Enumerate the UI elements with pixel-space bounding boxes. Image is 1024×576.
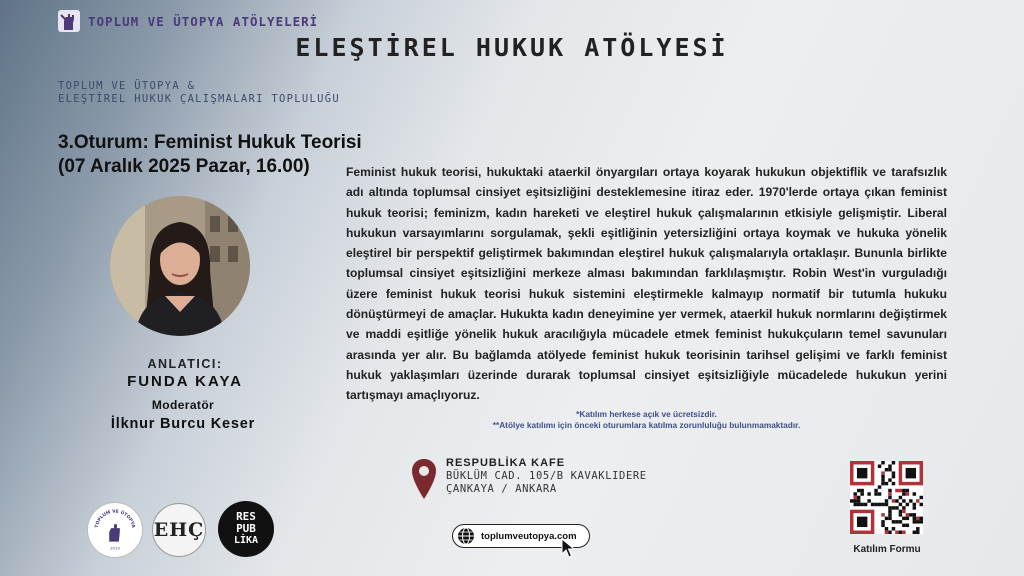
session-date: (07 Aralık 2025 Pazar, 16.00) [58, 156, 310, 177]
speaker [110, 357, 260, 390]
session-title: 3.Oturum: Feminist Hukuk Teorisi [58, 132, 362, 153]
venue-address-1: BÜKLÜM CAD. 105/B KAVAKLIDERE [446, 470, 647, 482]
speaker-role: ANLATICI: [147, 357, 223, 371]
ehc-logo [152, 503, 206, 557]
rp-line-1: RES [236, 510, 256, 523]
qr-label: Katılım Formu [853, 544, 921, 555]
description: Feminist hukuk teorisi, hukuktaki ataerkil önyargıları ortaya koyarak hukukun objektiflik ve tarafsızlık adı altında toplumsal cinsiyet eşitsizliğini desteklemesine itiraz eder. 1970'lerde ortaya çıkan feminist hukuk teorisi; feminizm, kadın hareketi ve eleştirel hukuk çalışmalarının etkisiyle gelişmiştir. Liberal hukukun varsayımlarını sorgulamak, şekli eşitliğinin yetersizliğini ortaya koymak ve hukuka yönelik eleştirel bir perspektif geliştirmek bakımından eleştirel hukuk çalışmalarıyla ortaklaşır. Bununla birlikte toplumsal cinsiyet eşitsizliğini merkeze alması bakımından farklılaşmıştır. Robin West'in vurguladığı üzere feminist hukuk teorisi hukuk sistemini eleştirmekle kalmayıp normatif bir tutumla hukuku dönüştürmeyi de amaçlar. Hukukta kadın deneyimine yer vermek, ataerkil hukuk normlarını değiştirmek ve maddi eşitliğe yönelik hukuk aracılığıyla mücadele etmek feminist hukukçuların temel savunuları arasında yer alır. Bu bağlamda atölyede feminist hukuk teorisinin tarihsel gelişimi ve farklı feminist hukuk yaklaşımları üzerinde durarak toplumsal cinsiyet eşitsizliğiyle mücadelede hukukun yerini tartışmayı amaçlıyoruz. [346, 165, 947, 403]
brand-name: TOPLUM VE ÜTOPYA ATÖLYELERİ [88, 13, 319, 29]
toplum-logo-graphic [88, 502, 142, 558]
moderator [88, 398, 278, 432]
respublika-logo [218, 501, 274, 557]
cursor-icon [561, 538, 577, 558]
venue [412, 457, 647, 501]
respublika-logo-text [234, 511, 258, 547]
rp-line-3: LİKA [233, 535, 259, 546]
venue-address-2: ÇANKAYA / ANKARA [446, 483, 557, 495]
speaker-name: FUNDA KAYA [127, 373, 243, 390]
community-line-2: ELEŞTİREL HUKUK ÇALIŞMALARI TOPLULUĞU [58, 93, 340, 105]
location-pin-icon [412, 459, 436, 501]
toplum-ve-utopya-logo [87, 502, 143, 558]
website-url[interactable]: toplumveutopya.com [481, 530, 577, 542]
globe-icon [457, 527, 475, 545]
toplum-logo-year: 2019 [110, 545, 120, 551]
rp-line-2: PUB [236, 522, 256, 535]
brand-row [56, 8, 318, 34]
raised-fist-icon [56, 8, 82, 34]
moderator-name: İlknur Burcu Keser [110, 416, 256, 432]
qr-code-icon[interactable] [850, 461, 923, 534]
ehc-logo-text: EHÇ [153, 519, 205, 541]
speaker-portrait [110, 196, 250, 336]
moderator-role: Moderatör [151, 398, 215, 412]
venue-details [446, 457, 647, 501]
note-2: **Atölye katılımı için önceki oturumlara katılma zorunluluğu bulunmamaktadır. [492, 420, 801, 430]
community-name [58, 80, 340, 106]
speaker-photo [110, 196, 250, 336]
session-info [58, 131, 362, 179]
community-line-1: TOPLUM VE ÜTOPYA & [58, 80, 196, 92]
page-title: ELEŞTİREL HUKUK ATÖLYESİ [295, 33, 729, 62]
venue-name: RESPUBLİKA KAFE [446, 457, 566, 469]
toplum-logo-text: TOPLUM VE ÜTOPYA [94, 509, 136, 529]
note-1: *Katılım herkese açık ve ücretsizdir. [576, 409, 717, 419]
participation-notes [346, 409, 947, 431]
